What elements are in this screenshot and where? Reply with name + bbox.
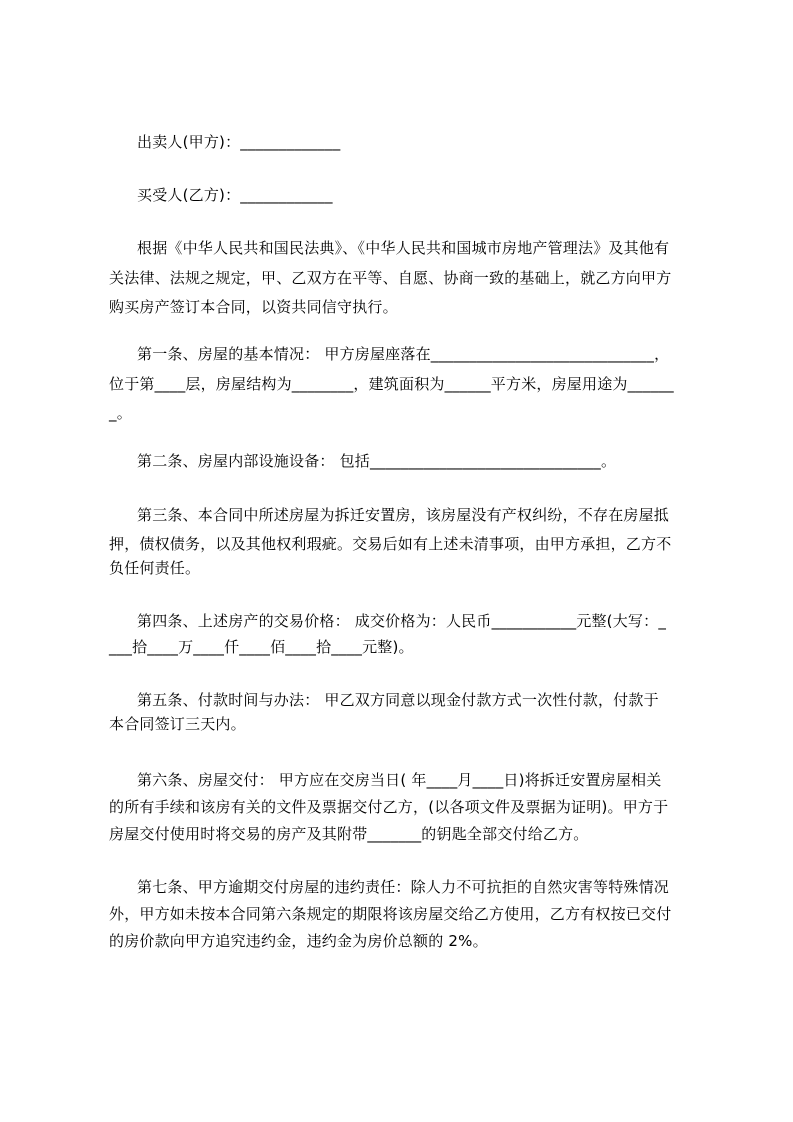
article-1-line-3: _。 xyxy=(109,404,132,422)
article-7-line-1: 第七条、甲方逾期交付房屋的违约责任：除人力不可抗拒的自然灾害等特殊情况 xyxy=(137,878,670,896)
article-6-line-3: 房屋交付使用时将交易的房产及其附带_______的钥匙全部交付给乙方。 xyxy=(109,825,589,843)
article-4-line-2: ___拾____万____仟____佰____拾____元整)。 xyxy=(109,638,414,656)
article-4-line-1: 第四条、上述房产的交易价格： 成交价格为：人民币___________元整(大写：_ xyxy=(137,612,667,630)
article-3-line-1: 第三条、本合同中所述房屋为拆迁安置房，该房屋没有产权纠纷，不存在房屋抵 xyxy=(137,506,670,524)
article-6-line-2: 的所有手续和该房有关的文件及票据交付乙方，(以各项文件及票据为证明)。甲方于 xyxy=(109,798,669,816)
preamble-line-2: 关法律、法规之规定，甲、乙双方在平等、自愿、协商一致的基础上，就乙方向甲方 xyxy=(109,269,672,287)
article-1-line-2: 位于第____层，房屋结构为________，建筑面积为______平方米，房屋用途为______ xyxy=(109,375,674,393)
preamble-line-3: 购买房产签订本合同，以资共同信守执行。 xyxy=(109,298,398,316)
article-5-line-2: 本合同签订三天内。 xyxy=(109,715,246,733)
article-3-line-2: 押，债权债务，以及其他权利瑕疵。交易后如有上述未清事项，由甲方承担，乙方不 xyxy=(109,535,672,553)
article-1-line-1: 第一条、房屋的基本情况： 甲方房屋座落在_____________________________， xyxy=(137,345,670,363)
article-7-line-2: 外，甲方如未按本合同第六条规定的期限将该房屋交给乙方使用，乙方有权按已交付 xyxy=(109,905,672,923)
article-7-line-3: 的房价款向甲方追究违约金，违约金为房价总额的 2%。 xyxy=(109,932,488,950)
article-5-line-1: 第五条、付款时间与办法： 甲乙双方同意以现金付款方式一次性付款，付款于 xyxy=(137,691,659,709)
preamble-line-1: 根据《中华人民共和国民法典》、《中华人民共和国城市房地产管理法》及其他有 xyxy=(137,239,670,257)
article-3-line-3: 负任何责任。 xyxy=(109,559,201,577)
buyer-line: 买受人(乙方)：____________ xyxy=(137,186,333,204)
seller-line: 出卖人(甲方)：_____________ xyxy=(137,133,341,151)
article-6-line-1: 第六条、房屋交付： 甲方应在交房当日( 年____月____日)将拆迁安置房屋相关 xyxy=(137,771,662,789)
article-2-line-1: 第二条、房屋内部设施设备： 包括______________________________。 xyxy=(137,452,617,470)
